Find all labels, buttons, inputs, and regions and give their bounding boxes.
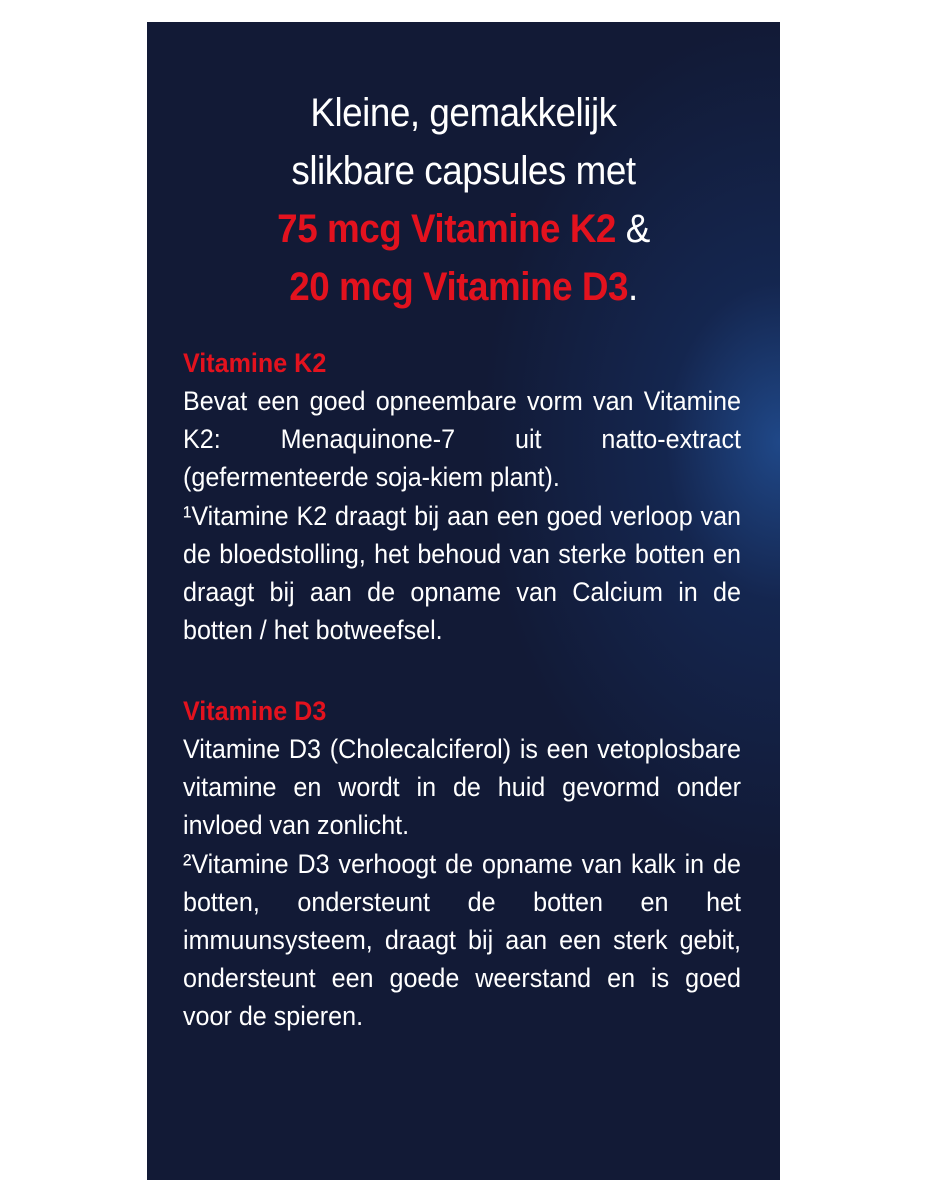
section-title-d3: Vitamine D3 — [183, 696, 327, 726]
k2-health-claim: ¹Vitamine K2 draagt bij aan een goed verloop van de bloedstolling, het behoud van sterke botten en draagt bij aan de opname van Calcium in de botten / het botweefsel. — [183, 500, 741, 646]
d3-health-claim: ²Vitamine D3 verhoogt de opname van kalk in de botten, ondersteunt de botten en het immuunsysteem, draagt bij aan een sterk gebit, ondersteunt een goede weerstand en is goed voor de spieren. — [183, 848, 741, 1032]
headline-line-2: slikbare capsules met — [291, 149, 636, 193]
section-title-k2: Vitamine K2 — [183, 348, 327, 378]
d3-description: Vitamine D3 (Cholecalciferol) is een vetoplosbare vitamine en wordt in de huid gevormd onder invloed van zonlicht. — [183, 734, 741, 841]
headline-line-4 — [172, 258, 754, 316]
headline-line-1: Kleine, gemakkelijk — [310, 91, 617, 135]
headline-period: . — [627, 265, 638, 309]
headline — [172, 84, 754, 316]
k2-description: Bevat een goed opneembare vorm van Vitamine K2: Menaquinone-7 uit natto-extract (gefermenteerde soja-kiem plant). — [183, 386, 741, 493]
headline-line-3 — [172, 200, 754, 258]
headline-ampersand: & — [615, 207, 650, 251]
headline-d3-dose: 20 mcg Vitamine D3 — [289, 265, 628, 309]
product-info-panel — [147, 22, 780, 1180]
headline-k2-dose: 75 mcg Vitamine K2 — [277, 207, 616, 251]
section-vitamine-d3 — [183, 692, 741, 1036]
section-vitamine-k2 — [183, 344, 741, 649]
